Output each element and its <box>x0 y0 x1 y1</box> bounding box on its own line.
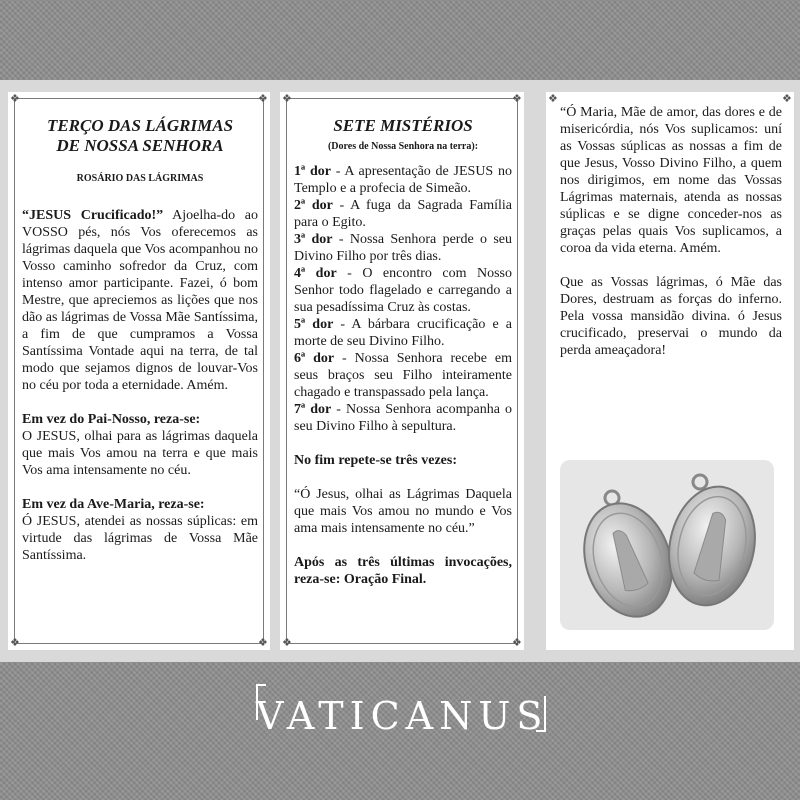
panel-title: SETE MISTÉRIOS <box>333 116 473 135</box>
dor-item <box>294 350 512 401</box>
ornament-icon: ❖ <box>10 637 20 649</box>
dor-label: 6ª dor <box>294 351 335 366</box>
ornament-icon: ❖ <box>548 93 558 105</box>
pai-heading: Em vez do Pai-Nosso, reza-se: <box>22 412 201 427</box>
ave-heading: Em vez da Ave-Maria, reza-se: <box>22 497 205 512</box>
dor-text: - Nossa Senhora perde o seu Divino Filho por três dias. <box>294 232 512 264</box>
intro-paragraph <box>22 207 258 394</box>
dor-text: - Nossa Senhora acompanha o seu Divino Filho à sepultura. <box>294 402 512 434</box>
dor-text: - Nossa Senhora recebe em seus braços seu Filho inteiramente chagado e transpassado pela lança. <box>294 351 512 400</box>
panel-subtitle: ROSÁRIO DAS LÁGRIMAS <box>76 173 204 184</box>
dor-item <box>294 316 512 350</box>
dor-label: 2ª dor <box>294 198 333 213</box>
dor-label: 7ª dor <box>294 402 332 417</box>
dor-label: 3ª dor <box>294 232 333 247</box>
ornament-icon: ❖ <box>282 637 292 649</box>
vaticanus-logo <box>256 678 549 742</box>
dor-label: 1ª dor <box>294 164 331 179</box>
panel-left-content <box>22 116 258 564</box>
panel-left <box>8 92 270 650</box>
logo-bracket <box>256 684 266 686</box>
panel-right-content <box>560 104 782 359</box>
medals-illustration <box>560 460 774 630</box>
dor-text: - O encontro com Nosso Senhor todo flagelado e carregando a sua pesadíssima Cruz às costas. <box>294 266 512 315</box>
dores-list <box>294 163 512 435</box>
ornament-icon: ❖ <box>10 93 20 105</box>
dor-item <box>294 163 512 197</box>
final-text: Após as três últimas invocações, reza-se: Oração Final. <box>294 555 512 587</box>
panel-middle-content <box>294 116 512 588</box>
intro-text: Ajoelha-do ao VOSSO pés, nós Vos oferecemos as lágrimas daquela que Vos acompanhou no Vosso caminho sofredor da Cruz, com intenso amor participante. Fazei, ó bom Mestre, que apreciemos as lições que nos dão as lágrimas de Vossa Mãe Santíssima, a fim de que cumpramos a Vossa Santíssima Vontade aqui na terra, de tal modo que sejamos dignos de louvar-Vos no céu por toda a eternidade. Amém. <box>22 208 259 393</box>
dor-text: - A fuga da Sagrada Família para o Egito. <box>294 198 512 230</box>
panel-title: TERÇO DAS LÁGRIMAS <box>46 116 234 135</box>
ornament-icon: ❖ <box>282 93 292 105</box>
dor-item <box>294 265 512 316</box>
panel-middle <box>280 92 524 650</box>
panel-title: DE NOSSA SENHORA <box>56 136 224 155</box>
ornament-icon: ❖ <box>512 93 522 105</box>
medals-photo <box>560 460 774 630</box>
pai-text: O JESUS, olhai para as lágrimas daquela que mais Vos amou na terra e que mais Vos ama intensamente no céu. <box>22 429 258 478</box>
dor-label: 4ª dor <box>294 266 337 281</box>
closing-text: Que as Vossas lágrimas, ó Mãe das Dores, destruam as forças do inferno. Pela vossa mansidão divina. ó Jesus crucificado, preservai o mundo da perda ameaçadora! <box>560 275 782 358</box>
dor-item <box>294 401 512 435</box>
ornament-icon: ❖ <box>258 93 268 105</box>
panel-subtitle: (Dores de Nossa Senhora na terra): <box>327 141 479 152</box>
ornament-icon: ❖ <box>512 637 522 649</box>
dor-label: 5ª dor <box>294 317 334 332</box>
dor-text: - A apresentação de JESUS no Templo e a profecia de Simeão. <box>294 164 512 196</box>
ornament-icon: ❖ <box>258 637 268 649</box>
dor-item <box>294 197 512 231</box>
ave-text: Ó JESUS, atendei as nossas súplicas: em virtude das lágrimas de Vossa Mãe Santíssima. <box>22 514 258 563</box>
prayer-text: “Ó Maria, Mãe de amor, das dores e de misericórdia, nós Vos suplicamos: uní as Vossas súplicas as nossas a fim de que Jesus, Vosso Divino Filho, a quem nos dirigimos, em nome das Vossas Lágrimas maternais, atenda as nossas súplicas e se digne conceder-nos as graças pelas quais Vos suplicamos, a coroa da vida eterna. Amém. <box>560 105 782 256</box>
ornament-icon: ❖ <box>782 93 792 105</box>
intro-bold: “JESUS Crucificado!” <box>22 208 164 223</box>
dor-item <box>294 231 512 265</box>
logo-text: VATICANUS <box>256 694 549 738</box>
dor-text: - A bárbara crucificação e a morte de seu Divino Filho. <box>294 317 512 349</box>
repeat-text: “Ó Jesus, olhai as Lágrimas Daquela que mais Vos amou no mundo e Vos ama mais intensamente no céu.” <box>294 487 512 536</box>
repeat-heading: No fim repete-se três vezes: <box>294 453 457 468</box>
